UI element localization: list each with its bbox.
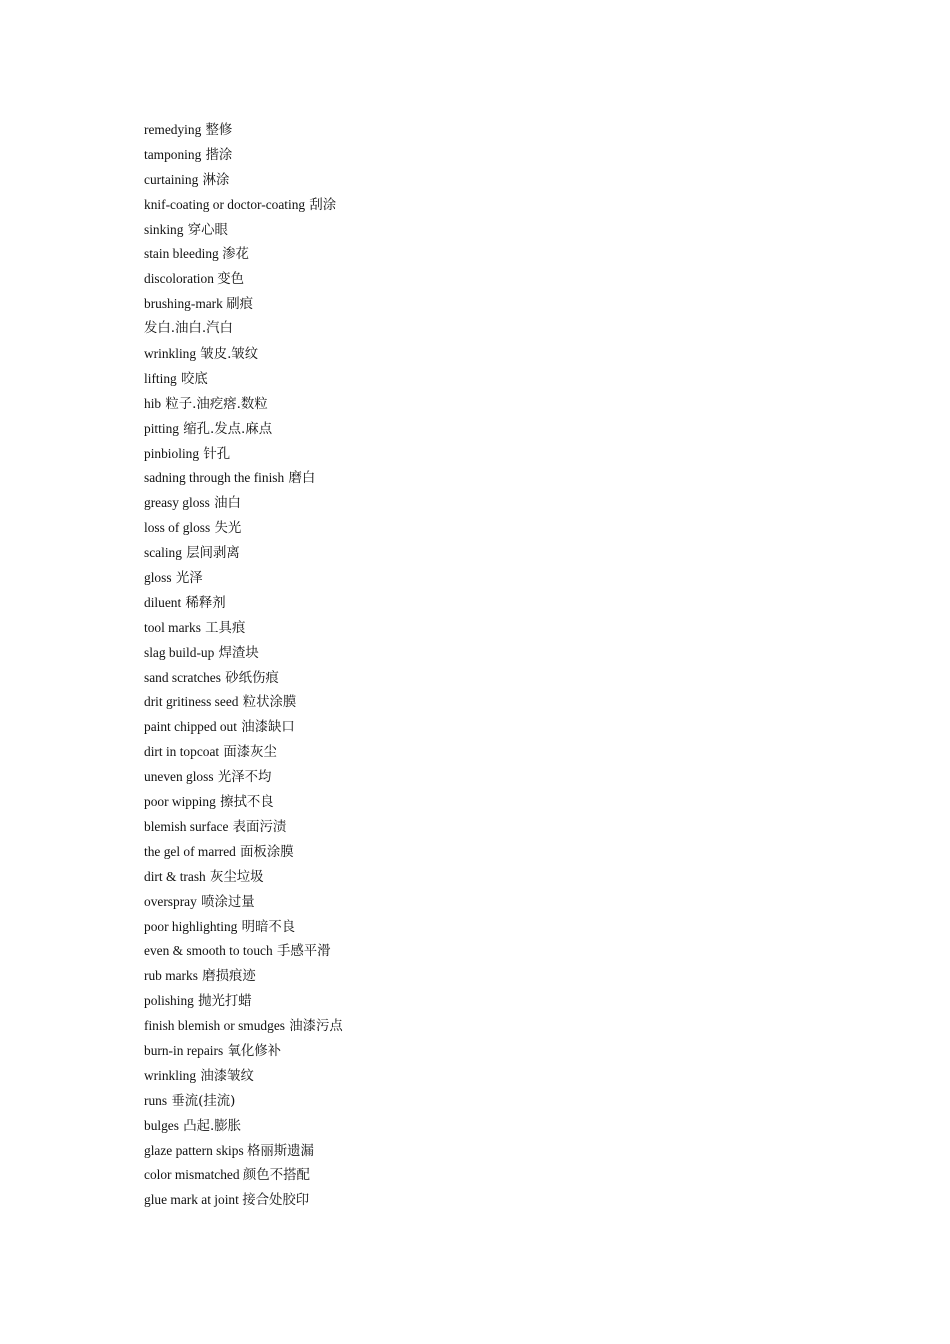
glossary-entry	[144, 491, 343, 516]
term-english: diluent	[144, 594, 182, 610]
glossary-entry	[144, 989, 343, 1014]
term-english: the gel of marred	[144, 843, 236, 859]
term-english: discoloration	[144, 271, 218, 287]
term-chinese: 发白.油白.汽白	[144, 321, 233, 337]
glossary-entry	[144, 616, 343, 641]
glossary-entry	[144, 292, 343, 317]
term-chinese: 油白	[214, 496, 241, 512]
glossary-entry	[144, 442, 343, 467]
term-chinese: 面板涂膜	[240, 844, 294, 860]
term-chinese: 颜色不搭配	[242, 1168, 310, 1184]
term-english: stain bleeding	[144, 246, 223, 262]
term-chinese: 砂纸伤痕	[225, 670, 279, 686]
term-english: drit gritiness seed	[144, 694, 239, 710]
term-chinese: 刮涂	[309, 197, 337, 213]
term-english: poor wipping	[144, 794, 216, 810]
glossary-entry	[144, 1139, 343, 1164]
term-english: poor highlighting	[144, 918, 238, 934]
term-chinese: 磨损痕迹	[202, 969, 256, 985]
term-english: sand scratches	[144, 669, 221, 685]
term-chinese: 皱皮.皱纹	[200, 347, 259, 363]
term-english: knif-coating or doctor-coating	[144, 196, 306, 212]
term-chinese: 变色	[217, 272, 245, 288]
term-chinese: 明暗不良	[241, 919, 296, 935]
term-chinese: 光泽	[175, 571, 203, 587]
term-english: even & smooth to touch	[144, 943, 273, 959]
term-english: brushing-mark	[144, 296, 227, 312]
term-chinese: 粒子.油疙瘩.数粒	[165, 396, 268, 412]
term-english: bulges	[144, 1117, 179, 1133]
term-chinese: 粒状涂膜	[242, 695, 297, 711]
glossary-entry	[144, 516, 343, 541]
glossary-entry	[144, 815, 343, 840]
glossary-entry	[144, 765, 343, 790]
term-english: wrinkling	[144, 346, 197, 362]
term-english: dirt & trash	[144, 868, 206, 884]
term-chinese: 擦拭不良	[220, 795, 274, 811]
glossary-entry	[144, 1114, 343, 1139]
glossary-entry	[144, 641, 343, 666]
term-chinese: 缩孔.发点.麻点	[183, 421, 273, 437]
term-chinese: 抛光打蜡	[198, 994, 252, 1010]
term-english: burn-in repairs	[144, 1042, 224, 1058]
term-chinese: 工具痕	[205, 620, 246, 636]
glossary-entry	[144, 367, 343, 392]
term-chinese: 光泽不均	[217, 770, 272, 786]
term-chinese: 手感平滑	[276, 944, 331, 960]
term-english: blemish surface	[144, 818, 229, 834]
glossary-entry	[144, 242, 343, 267]
term-english: runs	[144, 1092, 168, 1108]
term-english: hib	[144, 395, 162, 411]
glossary-entry	[144, 1188, 343, 1213]
term-chinese: 氧化修补	[227, 1043, 282, 1059]
term-english: lifting	[144, 370, 177, 386]
term-english: color mismatched	[144, 1167, 243, 1183]
term-chinese: 咬底	[181, 371, 208, 387]
glossary-entry	[144, 840, 343, 865]
term-english: sadning through the finish	[144, 470, 285, 486]
glossary-entry	[144, 939, 343, 964]
term-chinese: 凸起.膨胀	[183, 1118, 242, 1134]
term-chinese: 油漆污点	[289, 1019, 343, 1035]
term-chinese: 针孔	[203, 446, 231, 462]
term-english: rub marks	[144, 968, 198, 984]
glossary-entry	[144, 666, 343, 691]
term-english: tool marks	[144, 619, 201, 635]
term-chinese: 垂流(挂流)	[171, 1093, 236, 1109]
glossary-entry	[144, 715, 343, 740]
term-english: dirt in topcoat	[144, 744, 220, 760]
term-chinese: 磨白	[288, 471, 316, 487]
term-english: slag build-up	[144, 644, 215, 660]
term-english: finish blemish or smudges	[144, 1018, 285, 1034]
glossary-entry	[144, 964, 343, 989]
glossary-entry	[144, 541, 343, 566]
term-chinese: 稀释剂	[185, 595, 226, 611]
glossary-entry	[144, 1163, 343, 1188]
term-chinese: 接合处胶印	[242, 1193, 310, 1209]
glossary-entry	[144, 168, 343, 193]
term-chinese: 层间剥离	[186, 546, 240, 562]
glossary-entry	[144, 865, 343, 890]
term-chinese: 揩涂	[205, 147, 233, 163]
glossary-entry	[144, 1064, 343, 1089]
term-chinese: 失光	[214, 521, 242, 537]
term-english: pitting	[144, 420, 179, 436]
term-english: tamponing	[144, 146, 202, 162]
glossary-entry	[144, 342, 343, 367]
term-chinese: 灰尘垃圾	[210, 869, 264, 885]
glossary-entry	[144, 740, 343, 765]
term-english: overspray	[144, 893, 197, 909]
term-chinese: 穿心眼	[187, 222, 228, 238]
term-english: glaze pattern skips	[144, 1142, 247, 1158]
glossary-entry	[144, 317, 343, 342]
term-chinese: 渗花	[222, 247, 249, 263]
term-english: polishing	[144, 993, 194, 1009]
term-chinese: 刷痕	[226, 297, 253, 313]
term-english: uneven gloss	[144, 769, 214, 785]
glossary-entry	[144, 591, 343, 616]
glossary-entry	[144, 118, 343, 143]
term-english: loss of gloss	[144, 520, 211, 536]
term-chinese: 面漆灰尘	[223, 745, 277, 761]
term-english: remedying	[144, 122, 202, 137]
term-chinese: 淋涂	[202, 172, 230, 188]
term-english: pinbioling	[144, 445, 200, 461]
glossary-list	[144, 118, 343, 1213]
glossary-entry	[144, 790, 343, 815]
term-english: sinking	[144, 221, 184, 237]
term-english: gloss	[144, 570, 172, 586]
glossary-entry	[144, 392, 343, 417]
glossary-entry	[144, 143, 343, 168]
term-english: glue mark at joint	[144, 1192, 243, 1208]
glossary-entry	[144, 690, 343, 715]
term-english: curtaining	[144, 171, 199, 187]
glossary-entry	[144, 1014, 343, 1039]
term-chinese: 格丽斯遗漏	[247, 1143, 314, 1159]
glossary-entry	[144, 267, 343, 292]
glossary-entry	[144, 566, 343, 591]
glossary-entry	[144, 890, 343, 915]
term-chinese: 油漆皱纹	[200, 1068, 254, 1084]
glossary-entry	[144, 1039, 343, 1064]
term-english: greasy gloss	[144, 495, 210, 511]
glossary-entry	[144, 417, 343, 442]
term-chinese: 焊渣块	[218, 645, 259, 661]
term-chinese: 表面污渍	[232, 819, 287, 835]
glossary-entry	[144, 218, 343, 243]
glossary-entry	[144, 193, 343, 218]
term-english: wrinkling	[144, 1067, 197, 1083]
term-chinese: 喷涂过量	[201, 894, 255, 910]
term-english: paint chipped out	[144, 719, 237, 735]
term-chinese: 整修	[205, 123, 233, 138]
glossary-entry	[144, 915, 343, 940]
glossary-entry	[144, 1089, 343, 1114]
glossary-entry	[144, 466, 343, 491]
term-english: scaling	[144, 545, 182, 561]
term-chinese: 油漆缺口	[241, 720, 295, 736]
